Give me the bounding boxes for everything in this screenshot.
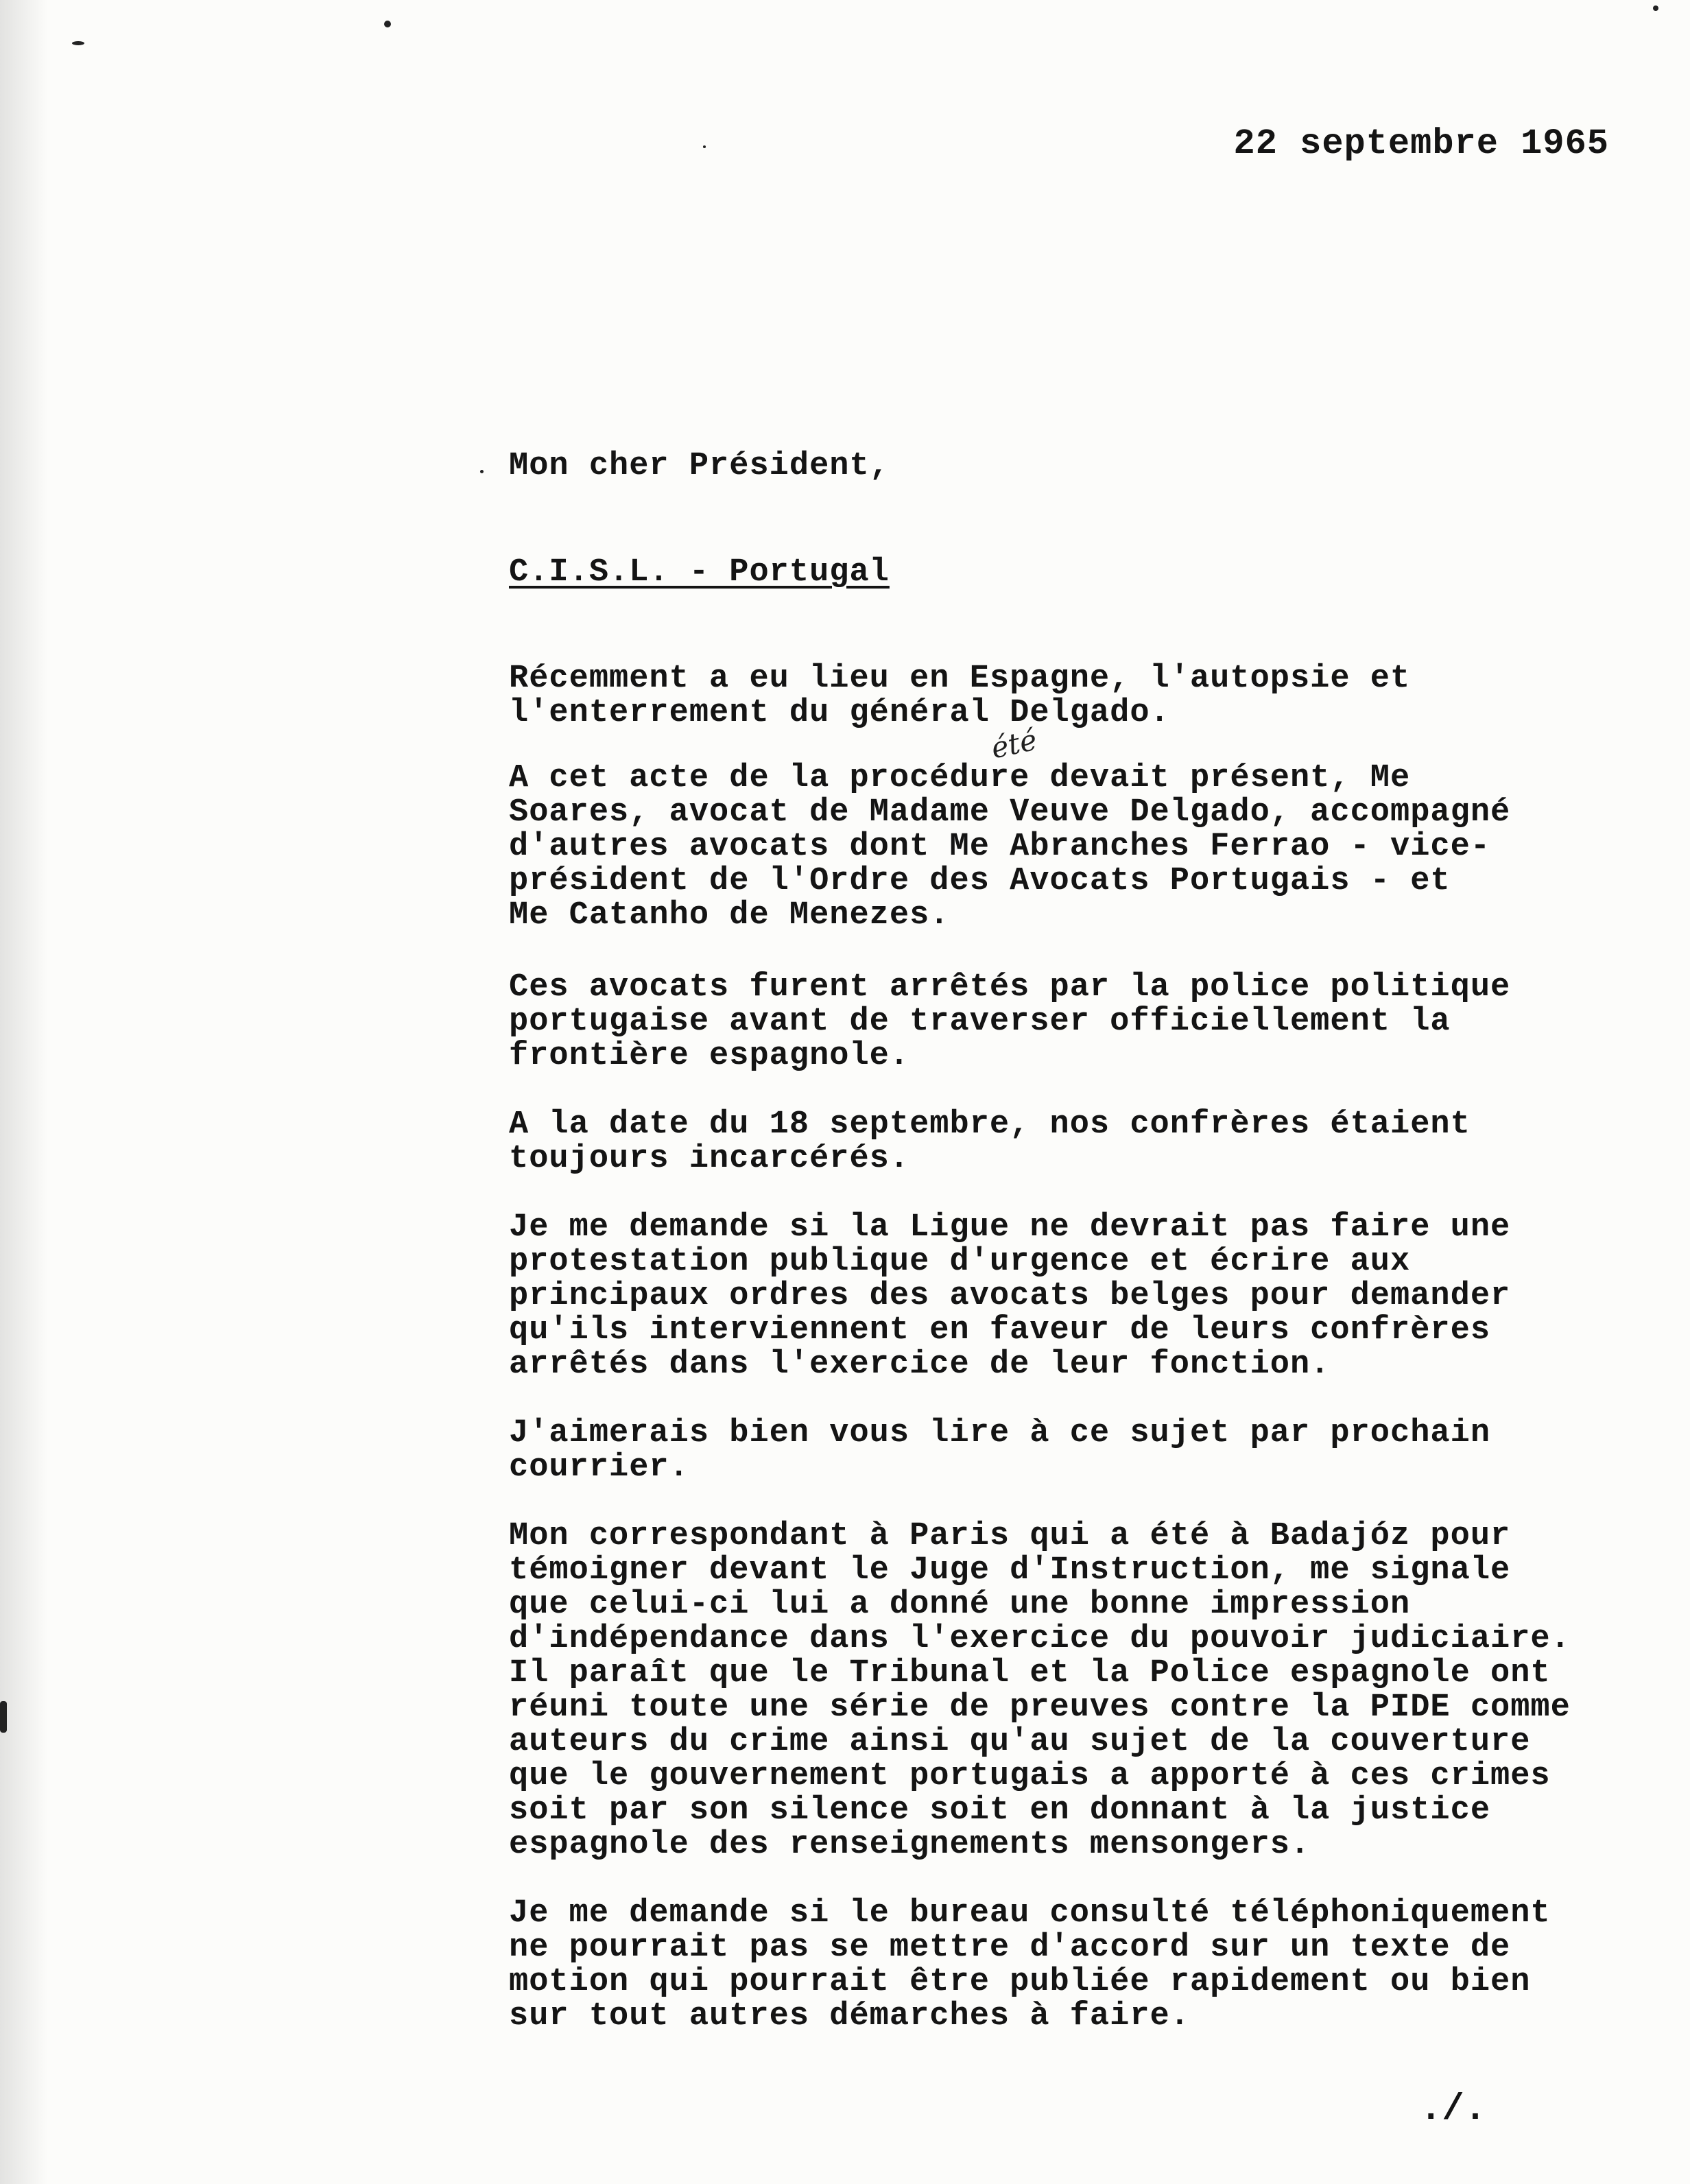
paragraph-line: président de l'Ordre des Avocats Portugais - et — [509, 863, 1451, 899]
paragraph-1 — [509, 662, 1634, 731]
paragraph-line: toujours incarcérés. — [509, 1141, 910, 1177]
paragraph-8 — [509, 1897, 1634, 2034]
paragraph-line: Je me demande si la Ligue ne devrait pas faire une — [509, 1209, 1511, 1246]
paragraph-line: sur tout autres démarches à faire. — [509, 1998, 1190, 2034]
salutation: Mon cher Président, — [509, 448, 890, 484]
paragraph-line: soit par son silence soit en donnant à la justice — [509, 1792, 1491, 1829]
paragraph-7 — [509, 1519, 1634, 1862]
paragraph-2 — [509, 761, 1634, 933]
paragraph-line: l'enterrement du général Delgado. — [509, 695, 1170, 731]
paragraph-line: Je me demande si le bureau consulté téléphoniquement — [509, 1895, 1551, 1932]
scan-speck — [480, 470, 484, 473]
subject-line: C.I.S.L. - Portugal — [509, 554, 890, 591]
paragraph-line: J'aimerais bien vous lire à ce sujet par prochain — [509, 1415, 1491, 1451]
paragraph-6 — [509, 1416, 1634, 1485]
paragraph-line: courrier. — [509, 1449, 689, 1486]
scan-speck — [0, 1701, 7, 1733]
continuation-mark: ./. — [1420, 2089, 1487, 2130]
paragraph-line: d'autres avocats dont Me Abranches Ferrao - vice- — [509, 829, 1491, 865]
paragraph-line: espagnole des renseignements mensongers. — [509, 1827, 1311, 1863]
paragraph-line: A la date du 18 septembre, nos confrères étaient — [509, 1106, 1471, 1143]
scan-speck — [1653, 5, 1658, 11]
scan-speck — [72, 41, 84, 45]
paragraph-line: auteurs du crime ainsi qu'au sujet de la couverture — [509, 1724, 1531, 1760]
paragraph-line: principaux ordres des avocats belges pour demander — [509, 1278, 1511, 1314]
paragraph-line: ne pourrait pas se mettre d'accord sur un texte de — [509, 1930, 1511, 1966]
paragraph-line: d'indépendance dans l'exercice du pouvoir judiciaire. — [509, 1621, 1571, 1657]
paragraph-line: qu'ils interviennent en faveur de leurs confrères — [509, 1312, 1491, 1349]
paragraph-line: frontière espagnole. — [509, 1038, 910, 1074]
scan-speck — [703, 145, 706, 148]
paragraph-3 — [509, 971, 1634, 1073]
paragraph-line: Récemment a eu lieu en Espagne, l'autopsie et — [509, 661, 1411, 697]
handwritten-correction: été — [988, 722, 1040, 765]
paragraph-line: portugaise avant de traverser officiellement la — [509, 1004, 1451, 1040]
paragraph-line: Me Catanho de Menezes. — [509, 897, 950, 934]
paragraph-line: Ces avocats furent arrêtés par la police politique — [509, 969, 1511, 1006]
letter-date: 22 septembre 1965 — [1233, 123, 1609, 164]
paragraph-line: Soares, avocat de Madame Veuve Delgado, accompagné — [509, 794, 1511, 831]
scan-edge-shadow — [0, 0, 48, 2184]
paragraph-line: A cet acte de la procédure devait présent, Me — [509, 760, 1411, 796]
paragraph-5 — [509, 1211, 1634, 1382]
paragraph-4 — [509, 1108, 1634, 1176]
paragraph-line: témoigner devant le Juge d'Instruction, me signale — [509, 1552, 1511, 1589]
paragraph-line: réuni toute une série de preuves contre la PIDE comme — [509, 1689, 1571, 1726]
paragraph-line: Il paraît que le Tribunal et la Police espagnole ont — [509, 1655, 1551, 1692]
paragraph-line: Mon correspondant à Paris qui a été à Badajóz pour — [509, 1518, 1511, 1554]
paragraph-line: que le gouvernement portugais a apporté à ces crimes — [509, 1758, 1551, 1794]
paragraph-line: que celui-ci lui a donné une bonne impression — [509, 1587, 1411, 1623]
paragraph-line: motion qui pourrait être publiée rapidement ou bien — [509, 1964, 1531, 2000]
paragraph-line: arrêtés dans l'exercice de leur fonction. — [509, 1346, 1331, 1383]
paragraph-line: protestation publique d'urgence et écrire aux — [509, 1244, 1411, 1280]
scan-speck — [384, 21, 391, 27]
